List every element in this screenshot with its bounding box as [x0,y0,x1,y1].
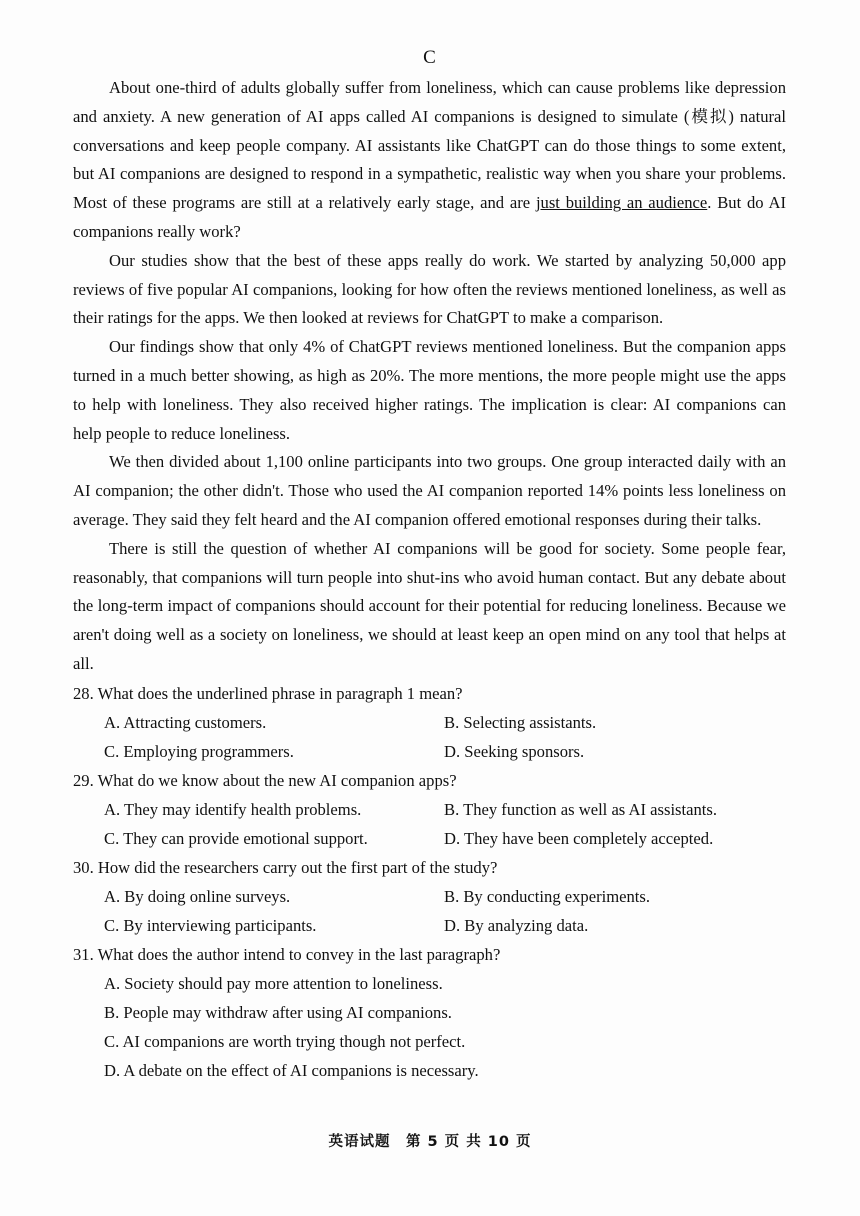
question-stem: 31. What does the author intend to convey in the last paragraph? [73,944,501,964]
passage-paragraph-1 [73,74,786,247]
option-d: D. A debate on the effect of AI companions is necessary. [104,1060,479,1080]
underlined-phrase: just building an audience [535,193,708,213]
option-c: C. Employing programmers. [104,741,294,761]
option-d: D. Seeking sponsors. [444,741,585,761]
paragraph-1-ending: . But do AI companions really work? [73,193,786,241]
question-31 [73,940,786,1085]
option-c: C. They can provide emotional support. [104,828,368,848]
passage-paragraph-5: There is still the question of whether AI companions will be good for society. Some people fear, reasonably, that companions will turn people into shut-ins who avoid human contact. But any debate about the long-term impact of companions should account for their potential for reducing loneliness. Because we aren't doing well as a society on loneliness, we should at least keep an open mind on any tool that helps at all. [73,538,786,673]
option-d: D. By analyzing data. [444,915,589,935]
option-b: B. They function as well as AI assistants. [444,799,717,819]
section-heading: C [423,47,436,68]
passage-paragraph-3: Our findings show that only 4% of ChatGPT reviews mentioned loneliness. But the companion apps turned in a much better showing, as high as 20%. The more mentions, the more people might use the apps to help with loneliness. They also received higher ratings. The implication is clear: AI companions can help people to reduce loneliness. [73,337,786,443]
option-c: C. AI companions are worth trying though not perfect. [104,1031,466,1051]
option-b: B. People may withdraw after using AI companions. [104,1002,452,1022]
passage-paragraph-4: We then divided about 1,100 online participants into two groups. One group interacted daily with an AI companion; the other didn't. Those who used the AI companion reported 14% points less loneliness on average. They said they felt heard and the AI companion offered emotional responses during their talks. [73,452,786,529]
answer-options [73,795,786,853]
question-30 [73,853,786,940]
page-footer: 英语试题 第 5 页 共 10 页 [328,1134,532,1150]
question-28 [73,679,786,766]
answer-options [73,708,786,766]
question-stem: 28. What does the underlined phrase in paragraph 1 mean? [73,683,463,703]
answer-options [73,882,786,940]
option-a: A. Society should pay more attention to loneliness. [104,973,443,993]
option-a: A. They may identify health problems. [104,799,362,819]
option-a: A. Attracting customers. [104,712,267,732]
option-c: C. By interviewing participants. [104,915,317,935]
option-b: B. By conducting experiments. [444,886,651,906]
question-stem: 30. How did the researchers carry out the first part of the study? [73,857,498,877]
question-stem: 29. What do we know about the new AI companion apps? [73,770,457,790]
option-a: A. By doing online surveys. [104,886,291,906]
option-b: B. Selecting assistants. [444,712,597,732]
question-29 [73,766,786,853]
paragraph-1-text: About one-third of adults globally suffer from loneliness, which can cause problems like depression and anxiety. A new generation of AI apps called AI companions is designed to simulate (模拟) natural conversations and keep people company. AI assistants like ChatGPT can do those things to some extent, but AI companions are designed to respond in a sympathetic, realistic way when you share your problems. Most of these programs are still at a relatively early stage, and are [73,78,786,213]
option-d: D. They have been completely accepted. [444,828,714,848]
answer-options [73,969,786,1085]
passage-paragraph-2: Our studies show that the best of these apps really do work. We started by analyzing 50,000 app reviews of five popular AI companions, looking for how often the reviews mentioned loneliness, as well as their ratings for the apps. We then looked at reviews for ChatGPT to make a comparison. [73,250,786,328]
